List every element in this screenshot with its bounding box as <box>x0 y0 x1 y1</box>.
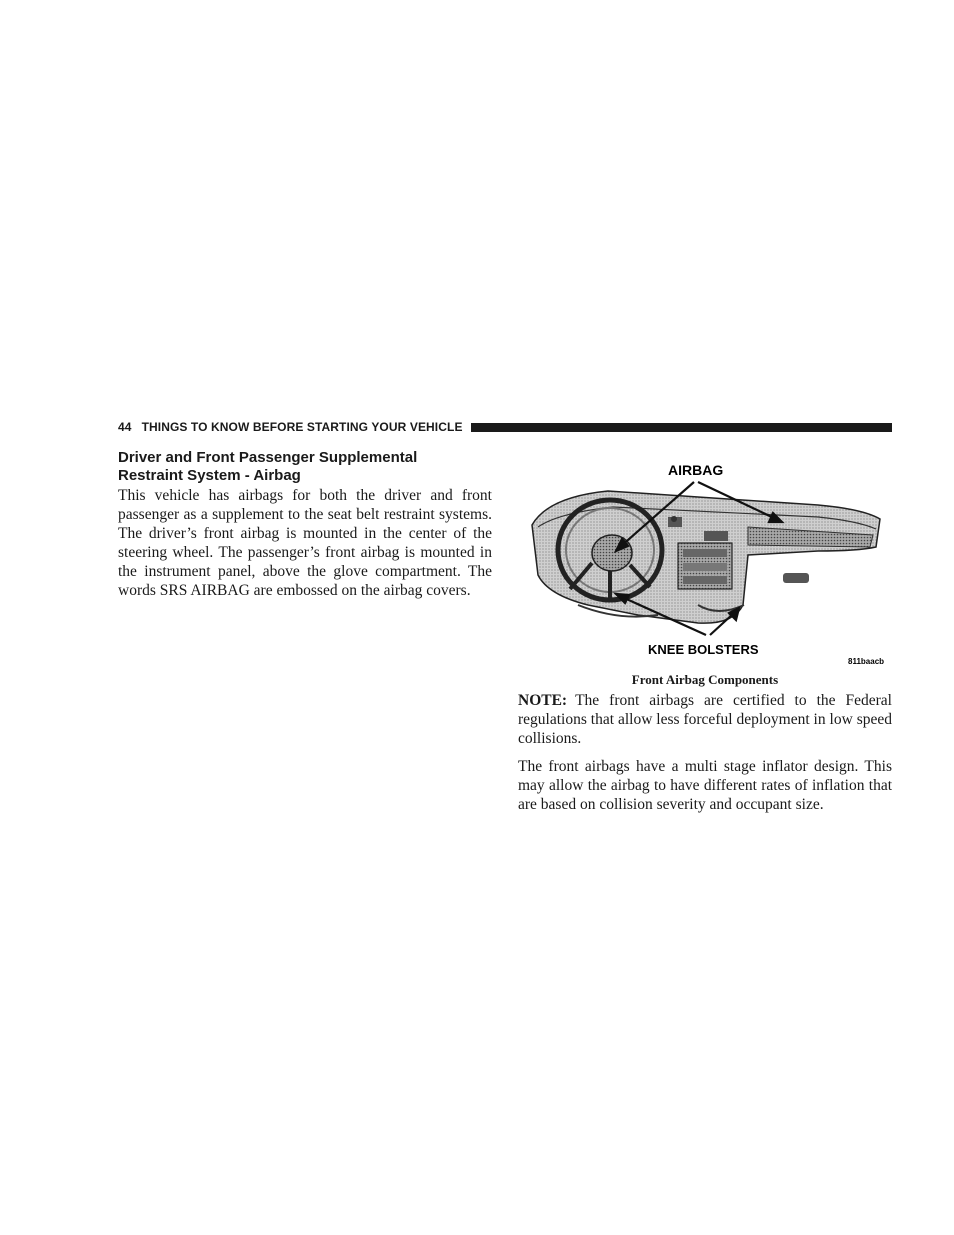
inflator-paragraph: The front airbags have a multi stage inflator design. This may allow the airbag to have different rates of inflation that are based on collision severity and occupant size. <box>518 758 892 813</box>
section-title: THINGS TO KNOW BEFORE STARTING YOUR VEHICLE <box>141 420 463 434</box>
figure-caption: Front Airbag Components <box>631 672 779 687</box>
note-paragraph <box>518 691 892 748</box>
page-number: 44 <box>118 420 132 434</box>
note-label: NOTE: <box>518 692 568 709</box>
subsection-heading <box>118 449 498 485</box>
page-header <box>118 419 892 435</box>
dashboard-illustration <box>532 491 880 623</box>
label-airbag: AIRBAG <box>668 462 724 478</box>
note-text: The front airbags are certified to the Federal regulations that allow less forceful deployment in low speed collisions. <box>518 692 892 747</box>
figure-code: 811baacb <box>848 657 885 666</box>
label-knee-bolsters: KNEE BOLSTERS <box>648 642 759 657</box>
heading-line-2: Restraint System - Airbag <box>118 467 301 484</box>
heading-line-1: Driver and Front Passenger Supplemental <box>118 449 418 466</box>
header-rule <box>471 423 892 432</box>
airbag-diagram <box>518 455 892 667</box>
intro-paragraph: This vehicle has airbags for both the driver and front passenger as a supplement to the seat belt restraint systems. The driver’s front airbag is mounted in the center of the steering wheel. The passenger’s front airbag is mounted in the instrument panel, above the glove compartment. The words SRS AIRBAG are embossed on the airbag covers. <box>118 487 492 599</box>
